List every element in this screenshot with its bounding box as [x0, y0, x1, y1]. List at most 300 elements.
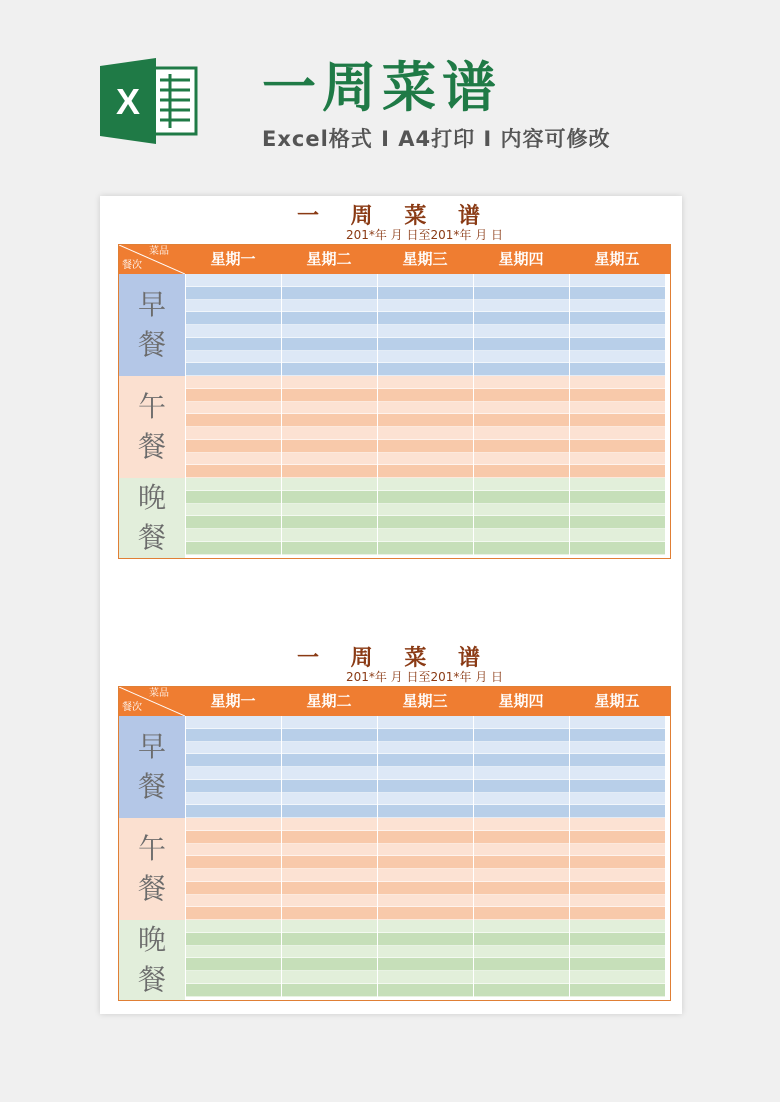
menu-cell[interactable] — [282, 907, 377, 920]
menu-cell[interactable] — [186, 869, 281, 882]
menu-cell[interactable] — [474, 856, 569, 869]
menu-cell[interactable] — [474, 376, 569, 389]
menu-cell[interactable] — [570, 414, 665, 427]
menu-cell[interactable] — [186, 402, 281, 415]
menu-cell[interactable] — [186, 742, 281, 755]
menu-column — [473, 716, 569, 818]
menu-cell[interactable] — [474, 312, 569, 325]
menu-cell[interactable] — [378, 440, 473, 453]
menu-column — [473, 376, 569, 478]
menu-cell[interactable] — [282, 338, 377, 351]
menu-cell[interactable] — [186, 274, 281, 287]
menu-cell[interactable] — [186, 389, 281, 402]
menu-cell[interactable] — [474, 946, 569, 959]
menu-table — [118, 686, 671, 1001]
menu-cell[interactable] — [186, 465, 281, 478]
menu-column — [281, 478, 377, 558]
meal-label-dinner — [119, 478, 185, 558]
menu-cell[interactable] — [474, 754, 569, 767]
menu-cell[interactable] — [570, 465, 665, 478]
menu-cell[interactable] — [474, 402, 569, 415]
meal-block-dinner — [119, 478, 670, 558]
menu-cell[interactable] — [378, 542, 473, 555]
day-header: 星期一 — [210, 250, 256, 268]
menu-cell[interactable] — [186, 287, 281, 300]
day-header: 星期四 — [498, 250, 544, 268]
menu-cell[interactable] — [474, 542, 569, 555]
menu-cell[interactable] — [474, 767, 569, 780]
menu-column — [185, 376, 281, 478]
day-header: 星期三 — [402, 692, 448, 710]
menu-cell[interactable] — [570, 287, 665, 300]
menu-cell[interactable] — [570, 427, 665, 440]
corner-cell — [119, 245, 185, 274]
menu-cell[interactable] — [186, 856, 281, 869]
menu-cell[interactable] — [474, 300, 569, 313]
menu-cell[interactable] — [282, 895, 377, 908]
menu-column — [569, 716, 665, 818]
menu-cell[interactable] — [474, 933, 569, 946]
menu-cell[interactable] — [378, 920, 473, 933]
menu-cell[interactable] — [570, 971, 665, 984]
menu-cell[interactable] — [282, 389, 377, 402]
meal-block-breakfast — [119, 274, 670, 376]
menu-cell[interactable] — [282, 754, 377, 767]
menu-cell[interactable] — [378, 478, 473, 491]
day-header: 星期二 — [306, 250, 352, 268]
menu-cell[interactable] — [474, 274, 569, 287]
menu-cell[interactable] — [378, 300, 473, 313]
menu-column — [377, 818, 473, 920]
menu-cell[interactable] — [378, 363, 473, 376]
menu-cell[interactable] — [570, 729, 665, 742]
meal-label-lunch — [119, 818, 185, 920]
day-header: 星期二 — [306, 692, 352, 710]
menu-cell[interactable] — [474, 831, 569, 844]
menu-cell[interactable] — [186, 542, 281, 555]
menu-cell[interactable] — [186, 414, 281, 427]
menu-cell[interactable] — [378, 742, 473, 755]
menu-cell[interactable] — [186, 300, 281, 313]
menu-cell[interactable] — [378, 351, 473, 364]
menu-cell[interactable] — [186, 946, 281, 959]
menu-cell[interactable] — [474, 287, 569, 300]
menu-cell[interactable] — [378, 729, 473, 742]
menu-cell[interactable] — [570, 793, 665, 806]
menu-column — [569, 818, 665, 920]
menu-cell[interactable] — [570, 869, 665, 882]
meal-label-char: 早 — [137, 288, 166, 321]
menu-cell[interactable] — [186, 427, 281, 440]
menu-column — [281, 818, 377, 920]
menu-cell[interactable] — [570, 907, 665, 920]
menu-cell[interactable] — [474, 414, 569, 427]
menu-cell[interactable] — [186, 729, 281, 742]
menu-cell[interactable] — [282, 504, 377, 517]
menu-cell[interactable] — [186, 453, 281, 466]
menu-cell[interactable] — [282, 376, 377, 389]
menu-cell[interactable] — [378, 831, 473, 844]
menu-cell[interactable] — [378, 767, 473, 780]
menu-cell[interactable] — [378, 516, 473, 529]
page-title: 一周菜谱 — [262, 56, 502, 119]
menu-cell[interactable] — [186, 907, 281, 920]
meal-label-char: 晚 — [137, 481, 166, 514]
menu-cell[interactable] — [570, 856, 665, 869]
table-header-row — [119, 245, 670, 274]
menu-cell[interactable] — [186, 491, 281, 504]
menu-cell[interactable] — [378, 414, 473, 427]
document-page — [100, 196, 682, 1014]
menu-cell[interactable] — [378, 933, 473, 946]
menu-cell[interactable] — [474, 338, 569, 351]
menu-cell[interactable] — [378, 818, 473, 831]
table-header-row — [119, 687, 670, 716]
menu-cell[interactable] — [474, 895, 569, 908]
menu-cell[interactable] — [378, 504, 473, 517]
menu-cell[interactable] — [282, 453, 377, 466]
meal-label-char: 午 — [137, 832, 166, 865]
menu-cell[interactable] — [474, 325, 569, 338]
menu-cell[interactable] — [474, 805, 569, 818]
meal-block-lunch — [119, 818, 670, 920]
menu-cell[interactable] — [282, 312, 377, 325]
menu-cell[interactable] — [378, 754, 473, 767]
menu-cell[interactable] — [186, 716, 281, 729]
menu-cell[interactable] — [474, 465, 569, 478]
meal-label-dinner — [119, 920, 185, 1000]
corner-dish-label: 菜品 — [149, 246, 169, 257]
header — [0, 0, 780, 190]
menu-cell[interactable] — [378, 312, 473, 325]
menu-cell[interactable] — [474, 389, 569, 402]
menu-cell[interactable] — [570, 716, 665, 729]
menu-cell[interactable] — [378, 780, 473, 793]
menu-cell[interactable] — [378, 389, 473, 402]
menu-cell[interactable] — [282, 300, 377, 313]
menu-cell[interactable] — [378, 716, 473, 729]
menu-cell[interactable] — [282, 984, 377, 997]
menu-cell[interactable] — [186, 920, 281, 933]
menu-cell[interactable] — [474, 818, 569, 831]
menu-cell[interactable] — [570, 491, 665, 504]
menu-table — [118, 244, 671, 559]
menu-cell[interactable] — [282, 742, 377, 755]
menu-cell[interactable] — [570, 542, 665, 555]
menu-cell[interactable] — [282, 882, 377, 895]
menu-cell[interactable] — [282, 869, 377, 882]
menu-cell[interactable] — [474, 920, 569, 933]
menu-cell[interactable] — [282, 780, 377, 793]
meal-block-dinner — [119, 920, 670, 1000]
menu-cell[interactable] — [570, 958, 665, 971]
menu-date-range: 201*年 月 日至201*年 月 日 — [345, 228, 504, 242]
menu-cell[interactable] — [474, 780, 569, 793]
menu-cell[interactable] — [282, 958, 377, 971]
menu-cell[interactable] — [474, 427, 569, 440]
menu-cell[interactable] — [282, 831, 377, 844]
menu-cell[interactable] — [282, 427, 377, 440]
menu-cell[interactable] — [186, 504, 281, 517]
menu-cell[interactable] — [186, 338, 281, 351]
menu-cell[interactable] — [570, 504, 665, 517]
menu-cell[interactable] — [186, 351, 281, 364]
menu-cell[interactable] — [570, 780, 665, 793]
menu-cell[interactable] — [282, 933, 377, 946]
menu-cell[interactable] — [474, 453, 569, 466]
menu-cell[interactable] — [186, 312, 281, 325]
menu-cell[interactable] — [186, 971, 281, 984]
menu-cell[interactable] — [570, 882, 665, 895]
menu-cell[interactable] — [378, 529, 473, 542]
menu-cell[interactable] — [282, 516, 377, 529]
menu-cell[interactable] — [378, 805, 473, 818]
menu-column — [569, 478, 665, 558]
menu-cell[interactable] — [474, 729, 569, 742]
menu-cell[interactable] — [474, 504, 569, 517]
menu-cell[interactable] — [282, 920, 377, 933]
day-header: 星期四 — [498, 692, 544, 710]
menu-cell[interactable] — [186, 805, 281, 818]
menu-cell[interactable] — [474, 907, 569, 920]
menu-column — [569, 920, 665, 1000]
menu-column — [473, 920, 569, 1000]
meal-label-char: 餐 — [137, 872, 166, 905]
menu-column — [185, 274, 281, 376]
menu-cell[interactable] — [282, 351, 377, 364]
meal-label-char: 早 — [137, 730, 166, 763]
menu-title: 一 周 菜 谱 — [297, 646, 492, 671]
menu-cell[interactable] — [282, 287, 377, 300]
corner-meal-label: 餐次 — [122, 702, 142, 713]
menu-cell[interactable] — [378, 882, 473, 895]
menu-column — [185, 818, 281, 920]
menu-cell[interactable] — [378, 287, 473, 300]
menu-cell[interactable] — [474, 958, 569, 971]
menu-cell[interactable] — [186, 831, 281, 844]
menu-cell[interactable] — [282, 793, 377, 806]
menu-cell[interactable] — [378, 984, 473, 997]
menu-cell[interactable] — [570, 831, 665, 844]
menu-cell[interactable] — [282, 542, 377, 555]
menu-cell[interactable] — [186, 440, 281, 453]
menu-cell[interactable] — [378, 376, 473, 389]
menu-cell[interactable] — [570, 325, 665, 338]
menu-cell[interactable] — [378, 958, 473, 971]
menu-cell[interactable] — [570, 351, 665, 364]
menu-cell[interactable] — [282, 363, 377, 376]
menu-cell[interactable] — [282, 844, 377, 857]
menu-cell[interactable] — [474, 478, 569, 491]
menu-cell[interactable] — [378, 325, 473, 338]
menu-cell[interactable] — [378, 338, 473, 351]
menu-cell[interactable] — [570, 742, 665, 755]
menu-cell[interactable] — [186, 984, 281, 997]
menu-cell[interactable] — [570, 946, 665, 959]
corner-cell — [119, 687, 185, 716]
menu-cell[interactable] — [186, 793, 281, 806]
menu-column — [281, 274, 377, 376]
menu-cell[interactable] — [282, 478, 377, 491]
menu-cell[interactable] — [282, 440, 377, 453]
menu-cell[interactable] — [282, 414, 377, 427]
menu-cell[interactable] — [474, 491, 569, 504]
menu-cell[interactable] — [570, 376, 665, 389]
day-header: 星期三 — [402, 250, 448, 268]
menu-cell[interactable] — [186, 780, 281, 793]
menu-column — [185, 478, 281, 558]
menu-column — [569, 376, 665, 478]
meal-label-char: 餐 — [137, 770, 166, 803]
menu-cell[interactable] — [282, 529, 377, 542]
menu-cell[interactable] — [474, 971, 569, 984]
menu-cell[interactable] — [186, 516, 281, 529]
menu-cell[interactable] — [570, 389, 665, 402]
menu-cell[interactable] — [570, 338, 665, 351]
menu-cell[interactable] — [378, 793, 473, 806]
menu-cell[interactable] — [282, 971, 377, 984]
menu-cell[interactable] — [282, 767, 377, 780]
menu-cell[interactable] — [186, 376, 281, 389]
menu-cell[interactable] — [474, 363, 569, 376]
menu-cell[interactable] — [186, 529, 281, 542]
meal-label-lunch — [119, 376, 185, 478]
menu-cell[interactable] — [474, 440, 569, 453]
menu-cell[interactable] — [474, 984, 569, 997]
menu-cell[interactable] — [570, 920, 665, 933]
menu-column — [377, 478, 473, 558]
menu-cell[interactable] — [282, 856, 377, 869]
menu-cell[interactable] — [570, 478, 665, 491]
menu-cell[interactable] — [282, 729, 377, 742]
menu-cell[interactable] — [186, 767, 281, 780]
menu-column — [185, 716, 281, 818]
menu-cell[interactable] — [186, 363, 281, 376]
menu-column — [185, 920, 281, 1000]
menu-cell[interactable] — [378, 844, 473, 857]
meal-label-char: 午 — [137, 390, 166, 423]
menu-cell[interactable] — [282, 716, 377, 729]
menu-cell[interactable] — [282, 325, 377, 338]
menu-cell[interactable] — [570, 312, 665, 325]
meal-label-char: 晚 — [137, 923, 166, 956]
menu-cell[interactable] — [186, 933, 281, 946]
meal-label-char: 餐 — [137, 430, 166, 463]
menu-cell[interactable] — [282, 465, 377, 478]
menu-cell[interactable] — [186, 325, 281, 338]
menu-cell[interactable] — [378, 971, 473, 984]
day-header: 星期五 — [594, 250, 640, 268]
menu-cell[interactable] — [282, 805, 377, 818]
menu-cell[interactable] — [474, 793, 569, 806]
menu-cell[interactable] — [378, 869, 473, 882]
menu-date-range: 201*年 月 日至201*年 月 日 — [345, 670, 504, 684]
menu-cell[interactable] — [474, 351, 569, 364]
menu-cell[interactable] — [282, 946, 377, 959]
menu-column — [569, 274, 665, 376]
menu-cell[interactable] — [570, 818, 665, 831]
menu-cell[interactable] — [474, 844, 569, 857]
menu-cell[interactable] — [186, 882, 281, 895]
menu-cell[interactable] — [378, 427, 473, 440]
corner-meal-label: 餐次 — [122, 260, 142, 271]
menu-column — [281, 716, 377, 818]
meal-label-char: 餐 — [137, 963, 166, 996]
menu-cell[interactable] — [570, 402, 665, 415]
menu-cell[interactable] — [570, 754, 665, 767]
page-subtitle: Excel格式 I A4打印 I 内容可修改 — [262, 127, 611, 151]
menu-cell[interactable] — [282, 402, 377, 415]
excel-logo-letter: X — [115, 81, 141, 122]
menu-cell[interactable] — [474, 869, 569, 882]
menu-cell[interactable] — [474, 882, 569, 895]
menu-column — [281, 920, 377, 1000]
menu-cell[interactable] — [186, 478, 281, 491]
meal-block-breakfast — [119, 716, 670, 818]
menu-cell[interactable] — [570, 274, 665, 287]
menu-cell[interactable] — [378, 946, 473, 959]
menu-column — [377, 920, 473, 1000]
corner-dish-label: 菜品 — [149, 688, 169, 699]
menu-cell[interactable] — [570, 895, 665, 908]
meal-label-char: 餐 — [137, 328, 166, 361]
menu-cell[interactable] — [570, 440, 665, 453]
menu-cell[interactable] — [570, 933, 665, 946]
menu-cell[interactable] — [570, 363, 665, 376]
menu-cell[interactable] — [570, 984, 665, 997]
menu-cell[interactable] — [570, 529, 665, 542]
menu-cell[interactable] — [186, 958, 281, 971]
menu-column — [377, 376, 473, 478]
meal-block-lunch — [119, 376, 670, 478]
menu-cell[interactable] — [282, 818, 377, 831]
menu-cell[interactable] — [570, 805, 665, 818]
menu-title: 一 周 菜 谱 — [297, 204, 492, 229]
menu-cell[interactable] — [474, 529, 569, 542]
menu-cell[interactable] — [570, 767, 665, 780]
menu-cell[interactable] — [282, 491, 377, 504]
menu-cell[interactable] — [378, 907, 473, 920]
menu-cell[interactable] — [378, 491, 473, 504]
menu-cell[interactable] — [474, 516, 569, 529]
meal-label-breakfast — [119, 274, 185, 376]
menu-cell[interactable] — [474, 742, 569, 755]
menu-column — [377, 716, 473, 818]
menu-cell[interactable] — [282, 274, 377, 287]
menu-column — [377, 274, 473, 376]
menu-cell[interactable] — [378, 453, 473, 466]
menu-cell[interactable] — [186, 895, 281, 908]
menu-cell[interactable] — [570, 300, 665, 313]
menu-cell[interactable] — [378, 274, 473, 287]
menu-cell[interactable] — [570, 516, 665, 529]
meal-label-char: 餐 — [137, 521, 166, 554]
menu-cell[interactable] — [378, 856, 473, 869]
menu-column — [281, 376, 377, 478]
menu-cell[interactable] — [570, 844, 665, 857]
menu-cell[interactable] — [186, 754, 281, 767]
excel-icon — [100, 58, 200, 144]
menu-column — [473, 274, 569, 376]
menu-cell[interactable] — [378, 465, 473, 478]
menu-cell[interactable] — [186, 844, 281, 857]
menu-cell[interactable] — [570, 453, 665, 466]
menu-cell[interactable] — [378, 402, 473, 415]
menu-cell[interactable] — [378, 895, 473, 908]
day-header: 星期一 — [210, 692, 256, 710]
menu-cell[interactable] — [186, 818, 281, 831]
menu-cell[interactable] — [474, 716, 569, 729]
